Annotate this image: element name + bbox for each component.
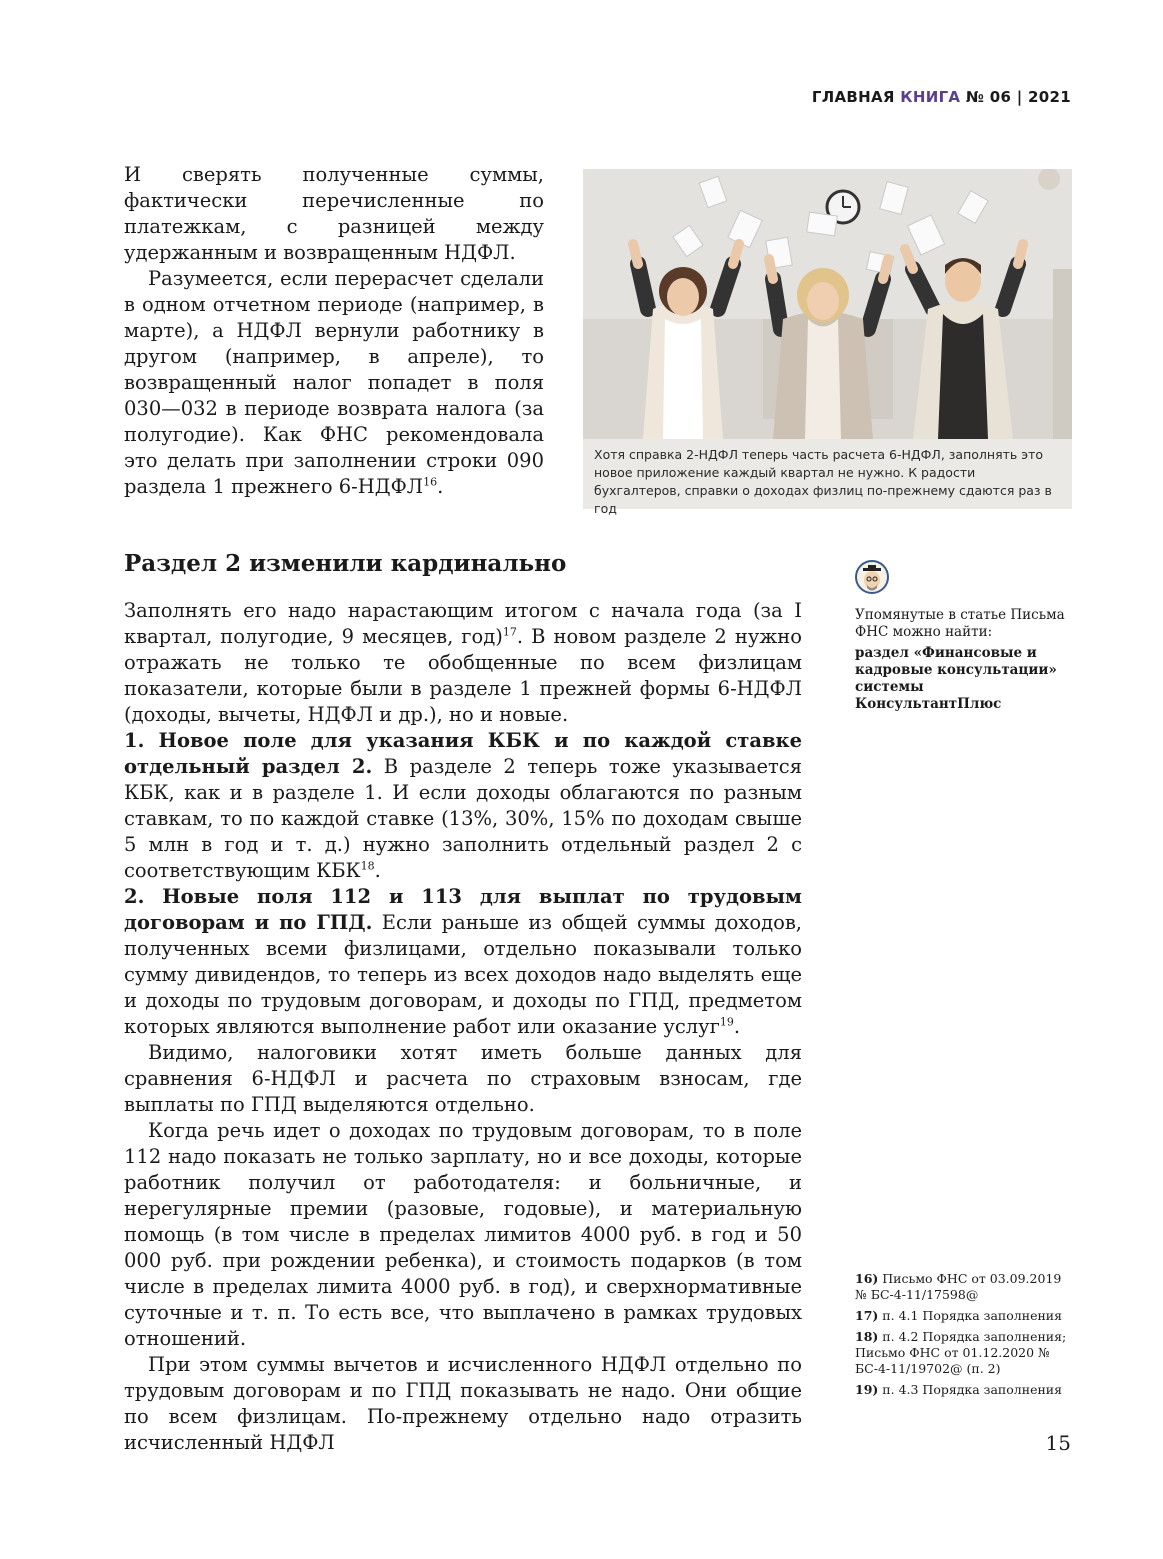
list-item: 2. Новые поля 112 и 113 для выплат по трудовым договорам и по ГПД. Если раньше из общей суммы доходов, полученных всеми физлицами, отдельно показывали только сумму дивидендов, то теперь из всех доходов надо выделять еще и доходы по трудовым договорам, и доходы по ГПД, предметом которых являются выполнение работ или оказание услуг$^{19}$. [124,885,802,1038]
footnote-ref[interactable]: 17 [502,625,517,639]
photo-caption: Хотя справка 2-НДФЛ теперь часть расчета 6-НДФЛ, заполнять это новое приложение каждый квартал не нужно. К радости бухгалтеров, справки о доходах физлиц по-прежнему сдаются раз в год [583,439,1072,509]
office-celebration-image [583,169,1072,439]
footnote-ref[interactable]: 18 [360,859,375,873]
consultant-professor-icon [855,560,889,594]
paragraph: И сверять полученные суммы, фактически перечисленные по платежкам, с разницей между удержанным и возвращенным НДФЛ. [124,163,544,264]
sidebar-note-source: раздел «Финансовые и кадровые консультации» системы КонсультантПлюс [855,645,1057,712]
paragraph-text: Разумеется, если перерасчет сделали в одном отчетном периоде (например, в марте), а НДФЛ вернули работнику в другом (например, в апреле), то возвращенный налог попадет в поля 030—032 в периоде возврата налога (за полугодие). Как ФНС рекомендовала это делать при заполнении строки 090 раздела 1 прежнего 6-НДФЛ [124,267,544,498]
footnote-text: Письмо ФНС от 03.09.2019 № БС-4-11/17598@ [855,1271,1062,1302]
footnotes [855,1271,1070,1403]
sidebar-note-text: Упомянутые в статье Письма ФНС можно найти: [855,607,1065,640]
main-text-column [124,598,802,1456]
top-text-column [124,162,544,500]
magazine-header [812,88,1071,106]
footnote [855,1271,1070,1303]
item-text: Если раньше из общей суммы доходов, полученных всеми физлицами, отдельно показывали только сумму дивидендов, то теперь из всех доходов надо выделять еще и доходы по трудовым договорам, и доходы по ГПД, предметом которых являются выполнение работ или оказание услуг [124,911,802,1038]
brand-accent: КНИГА [900,88,961,106]
page-number: 15 [1045,1431,1071,1455]
paragraph-text: Заполнять его надо нарастающим итогом с начала года (за I квартал, полугодие, 9 месяцев, год) [124,599,802,648]
footnote [855,1382,1070,1398]
footnote-ref[interactable]: 19 [719,1015,734,1029]
footnote-ref[interactable]: 16 [423,475,438,489]
brand-main: ГЛАВНАЯ [811,88,895,106]
footnote-number: 18) [855,1329,879,1344]
section-heading: Раздел 2 изменили кардинально [124,550,567,577]
paragraph: Видимо, налоговики хотят иметь больше данных для сравнения 6-НДФЛ и расчета по страховым взносам, где выплаты по ГПД выделяются отдельно. [124,1041,802,1116]
issue-number: № 06 | 2021 [965,88,1071,106]
footnote-number: 17) [855,1308,879,1323]
footnote-number: 19) [855,1382,879,1397]
footnote-text: п. 4.3 Порядка заполнения [878,1382,1063,1397]
paragraph [124,598,802,728]
list-item: 1. Новое поле для указания КБК и по каждой ставке отдельный раздел 2. В разделе 2 теперь тоже указывается КБК, как и в разделе 1. И если доходы облагаются по разным ставкам, то по каждой ставке (13%, 30%, 15% по доходам свыше 5 млн в год и т. д.) нужно заполнить отдельный раздел 2 с соответствующим КБК$^{18}$. [124,729,803,882]
sidebar-note [855,607,1070,713]
item-text: В разделе 2 теперь тоже указывается КБК, как и в разделе 1. И если доходы облагаются по разным ставкам, то по каждой ставке (13%, 30%, 15% по доходам свыше 5 млн в год и т. д.) нужно заполнить отдельный раздел 2 с соответствующим КБК [124,755,803,882]
footnote [855,1308,1070,1324]
item-heading: 2. Новые поля 112 и 113 для выплат по трудовым договорам и по ГПД. [124,885,802,934]
footnote-text: п. 4.1 Порядка заполнения [878,1308,1063,1323]
paragraph: При этом суммы вычетов и исчисленного НДФЛ отдельно по трудовым договорам и по ГПД показывать не надо. Они общие по всем физлицам. По-прежнему отдельно надо отразить исчисленный НДФЛ [124,1353,802,1454]
paragraph-text: . В новом разделе 2 нужно отражать не только те обобщенные по всем физлицам показатели, которые были в разделе 1 прежней формы 6-НДФЛ (доходы, вычеты, НДФЛ и др.), но и новые. [124,625,802,726]
footnote [855,1329,1070,1377]
footnote-number: 16) [855,1271,879,1286]
article-photo [583,169,1072,516]
paragraph: Разумеется, если перерасчет сделали в одном отчетном периоде (например, в марте), а НДФЛ вернули работнику в другом (например, в апреле), то возвращенный налог попадет в поля 030—032 в периоде возврата налога (за полугодие). Как ФНС рекомендовала это делать при заполнении строки 090 раздела 1 прежнего 6-НДФЛ$^{16}$. [124,267,544,498]
item-heading: 1. Новое поле для указания КБК и по каждой ставке отдельный раздел 2. [124,729,802,778]
footnote-text: п. 4.2 Порядка заполнения; Письмо ФНС от 01.12.2020 № БС-4-11/19702@ (п. 2) [855,1329,1067,1376]
paragraph: Когда речь идет о доходах по трудовым договорам, то в поле 112 надо показать не только зарплату, но и все доходы, которые работник получил от работодателя: и больничные, и нерегулярные премии (разовые, годовые), и материальную помощь (в том числе в пределах лимитов 4000 руб. в год и 50 000 руб. при рождении ребенка), и стоимость подарков (в том числе в пределах лимита 4000 руб. в год), и сверхнормативные суточные и т. п. То есть все, что выплачено в рамках трудовых отношений. [124,1119,802,1350]
